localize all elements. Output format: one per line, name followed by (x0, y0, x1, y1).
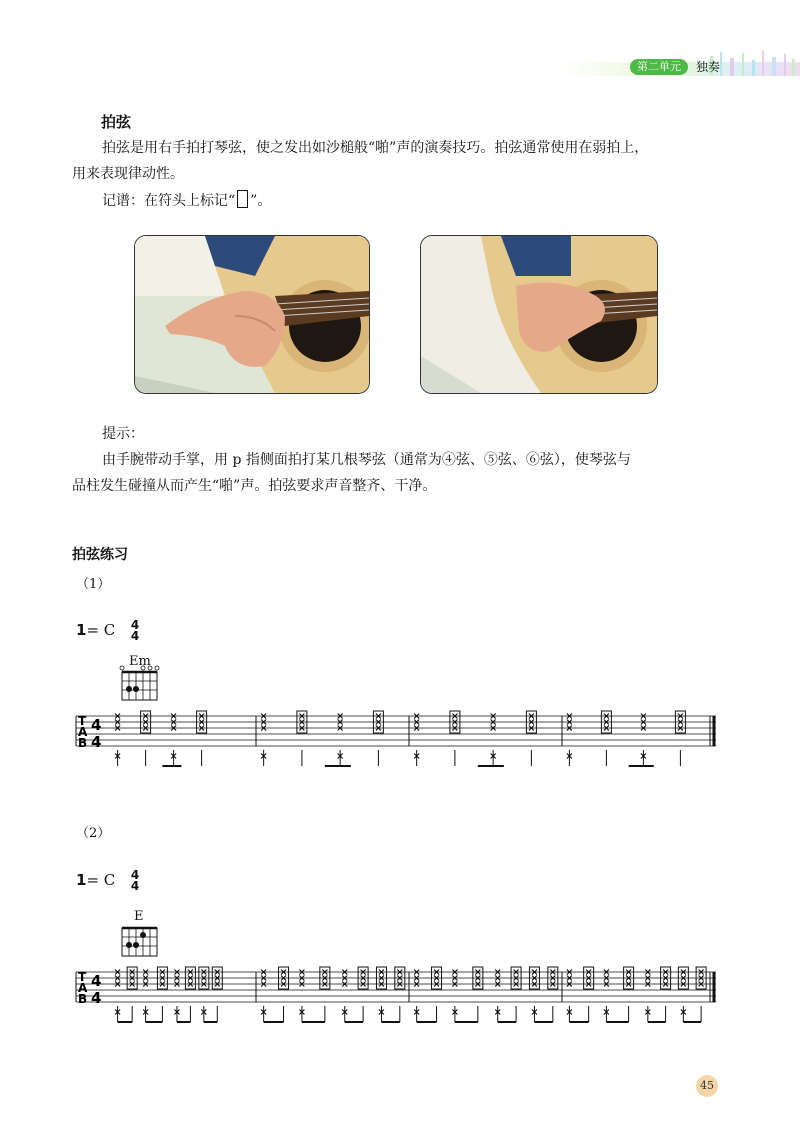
tab-note (675, 711, 685, 766)
tab-note (601, 711, 611, 766)
paragraph-line: 用来表现律动性。 (72, 166, 184, 182)
chord-name: E (134, 909, 144, 924)
tab-note (157, 967, 167, 1022)
tip-line: 由手腕带动手掌，用 p 指侧面拍打某几根琴弦（通常为④弦、⑤弦、⑥弦），使琴弦与 (102, 452, 631, 468)
tab-note (199, 967, 209, 1022)
tab-note (450, 711, 460, 766)
tab-note (376, 967, 386, 1022)
exercise-number: （1） (76, 577, 111, 592)
chord-diagram-em (120, 666, 159, 700)
tab-note (212, 967, 222, 1022)
tab-note (432, 967, 442, 1022)
tab-note (141, 711, 151, 766)
notation-instruction (102, 188, 722, 214)
time-sig-top: 4 (130, 868, 140, 882)
unit-label-badge: 第二单元 (630, 59, 688, 75)
tab-note (548, 967, 558, 1022)
time-sig-bottom: 4 (130, 879, 140, 893)
tip-label: 提示： (102, 426, 144, 442)
key-equals: = C (86, 621, 116, 639)
page-number: 45 (696, 1075, 718, 1097)
slap-photo-before (134, 235, 370, 394)
tab-note (584, 967, 594, 1022)
tab-note (279, 967, 289, 1022)
unit-name: 独奏 (696, 60, 721, 74)
notation-text-after: ”。 (250, 193, 272, 209)
key-number: 1 (76, 871, 87, 889)
tab-staff-2 (74, 920, 724, 1030)
tab-note (624, 967, 634, 1022)
tab-lines (76, 967, 716, 1022)
tab-time-sig: 4 (91, 972, 102, 990)
tab-letter: T (78, 970, 87, 984)
tab-note (511, 967, 521, 1022)
slap-mark-symbol (237, 190, 248, 208)
tab-letter: B (78, 992, 88, 1006)
tab-letter: A (78, 981, 88, 995)
tab-note (661, 967, 671, 1022)
exercise-title: 拍弦练习 (72, 547, 128, 563)
tab-letter: T (78, 714, 87, 728)
section-title: 拍弦 (101, 113, 132, 131)
chord-diagram-e (122, 928, 157, 956)
tab-letter: A (78, 725, 88, 739)
exercise-number: （2） (76, 826, 111, 841)
tab-time-sig: 4 (91, 716, 102, 734)
slap-photo-after (420, 235, 658, 394)
time-sig-bottom: 4 (130, 629, 140, 643)
tab-note (678, 967, 688, 1022)
chord-name: Em (129, 654, 151, 669)
tab-note (320, 967, 330, 1022)
tab-staff-1 (74, 664, 724, 774)
tab-note (127, 967, 137, 1022)
time-signature (129, 870, 141, 892)
tab-lines (76, 711, 716, 766)
key-signature (76, 621, 115, 639)
tab-time-sig: 4 (91, 989, 102, 1007)
tab-note (197, 711, 207, 766)
tab-time-sig: 4 (91, 733, 102, 751)
tab-note (373, 711, 383, 766)
tab-note (526, 711, 536, 766)
tab-note (185, 967, 195, 1022)
tab-note (696, 967, 706, 1022)
key-number: 1 (76, 621, 87, 639)
tab-note (358, 967, 368, 1022)
time-sig-top: 4 (130, 618, 140, 632)
notation-text-before: 记谱：在符头上标记“ (102, 193, 236, 209)
tip-line: 品柱发生碰撞从而产生“啪”声。拍弦要求声音整齐、干净。 (72, 478, 437, 494)
tab-note (529, 967, 539, 1022)
key-signature (76, 871, 115, 889)
tab-note (473, 967, 483, 1022)
tab-note (297, 711, 307, 766)
tab-note (395, 967, 405, 1022)
paragraph-line: 拍弦是用右手拍打琴弦，使之发出如沙槌般“啪”声的演奏技巧。拍弦通常使用在弱拍上， (102, 140, 649, 156)
tab-letter: B (78, 736, 88, 750)
key-equals: = C (86, 871, 116, 889)
time-signature (129, 620, 141, 642)
